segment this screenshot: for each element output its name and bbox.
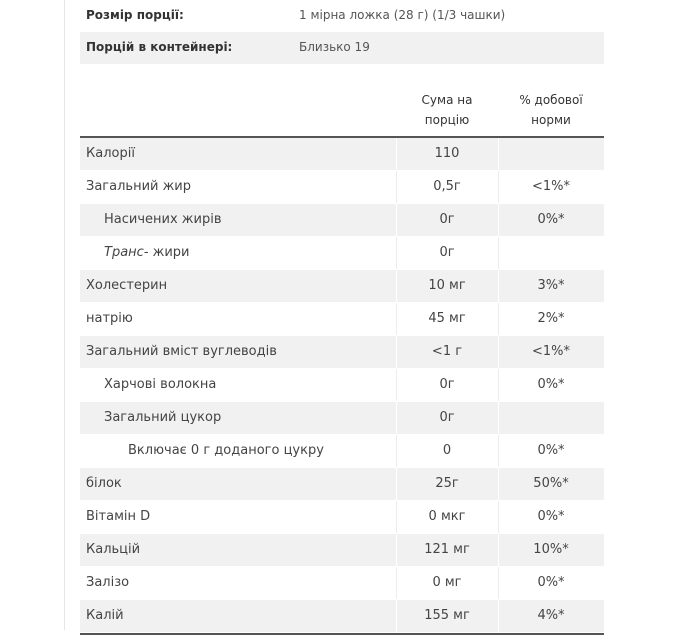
nutrient-name: Насичених жирів — [104, 212, 222, 227]
nutrient-daily-value: 0%* — [537, 575, 565, 590]
table-row — [80, 303, 604, 336]
table-row — [80, 600, 604, 633]
serving-size-row — [80, 0, 604, 32]
nutrient-daily-value: 3%* — [537, 278, 565, 293]
table-row — [80, 138, 604, 171]
nutrient-name: Загальний жир — [86, 179, 192, 194]
nutrient-daily-value: 0%* — [537, 212, 565, 227]
nutrient-name: Холестерин — [86, 278, 168, 293]
nutrient-amount: 0г — [439, 377, 455, 392]
table-row — [80, 204, 604, 237]
nutrient-amount: <1 г — [431, 344, 463, 359]
amount-header-line2: порцію — [424, 113, 470, 127]
nutrient-name: Залізо — [86, 575, 130, 590]
nutrient-amount: 110 — [434, 146, 460, 161]
daily-value-header — [498, 90, 604, 130]
table-header — [80, 66, 604, 138]
table-row — [80, 171, 604, 204]
table-row — [80, 237, 604, 270]
nutrient-daily-value: 0%* — [537, 377, 565, 392]
nutrient-name: Кальцій — [86, 542, 141, 557]
nutrient-amount: 0г — [439, 212, 455, 227]
serving-size-value: 1 мірна ложка (28 г) (1/3 чашки) — [299, 8, 506, 22]
amount-per-serving-header — [396, 90, 498, 130]
nutrient-name: Харчові волокна — [104, 377, 217, 392]
nutrient-amount: 45 мг — [428, 311, 466, 326]
nutrient-name-italic: Транс — [104, 245, 144, 260]
table-row — [80, 501, 604, 534]
amount-header-line1: Сума на — [421, 93, 473, 107]
nutrient-name — [104, 245, 190, 260]
nutrient-name: Загальний цукор — [104, 410, 222, 425]
nutrient-daily-value: 2%* — [537, 311, 565, 326]
nutrient-amount: 0 мкг — [428, 509, 466, 524]
table-row — [80, 336, 604, 369]
nutrient-amount: 0,5г — [433, 179, 461, 194]
nutrient-amount: 0 — [442, 443, 452, 458]
nutrient-daily-value: 50%* — [533, 476, 569, 491]
table-row — [80, 468, 604, 501]
servings-per-container-value: Близько 19 — [299, 40, 370, 54]
nutrient-amount: 155 мг — [424, 608, 470, 623]
nutrient-name: Калій — [86, 608, 124, 623]
nutrient-name: Калорії — [86, 146, 135, 161]
nutrient-name: натрію — [86, 311, 133, 326]
left-border-line — [64, 0, 65, 630]
nutrient-rows — [80, 138, 604, 633]
nutrition-table — [80, 0, 604, 635]
dv-header-line1: % добової — [519, 93, 583, 107]
table-row — [80, 534, 604, 567]
nutrient-amount: 10 мг — [428, 278, 466, 293]
servings-per-container-label: Порцій в контейнері: — [86, 40, 233, 54]
nutrient-daily-value: 10%* — [533, 542, 569, 557]
nutrient-daily-value: 0%* — [537, 509, 565, 524]
nutrient-name: Загальний вміст вуглеводів — [86, 344, 277, 359]
nutrient-name-rest: - жири — [143, 245, 190, 260]
nutrient-amount: 121 мг — [424, 542, 470, 557]
serving-size-label: Розмір порції: — [86, 8, 184, 22]
nutrient-name: Включає 0 г доданого цукру — [128, 443, 324, 458]
table-row — [80, 435, 604, 468]
nutrient-amount: 0 мг — [432, 575, 462, 590]
nutrient-amount: 0г — [439, 410, 455, 425]
nutrient-name: білок — [86, 476, 122, 491]
nutrient-daily-value: 4%* — [537, 608, 565, 623]
table-row — [80, 369, 604, 402]
table-row — [80, 567, 604, 600]
servings-per-container-row — [80, 32, 604, 64]
table-row — [80, 402, 604, 435]
nutrient-daily-value: <1%* — [531, 344, 571, 359]
nutrient-amount: 0г — [439, 245, 455, 260]
nutrient-amount: 25г — [435, 476, 459, 491]
table-row — [80, 270, 604, 303]
nutrient-daily-value: 0%* — [537, 443, 565, 458]
nutrient-daily-value: <1%* — [531, 179, 571, 194]
nutrient-name: Вітамін D — [86, 509, 151, 524]
dv-header-line2: норми — [531, 113, 571, 127]
